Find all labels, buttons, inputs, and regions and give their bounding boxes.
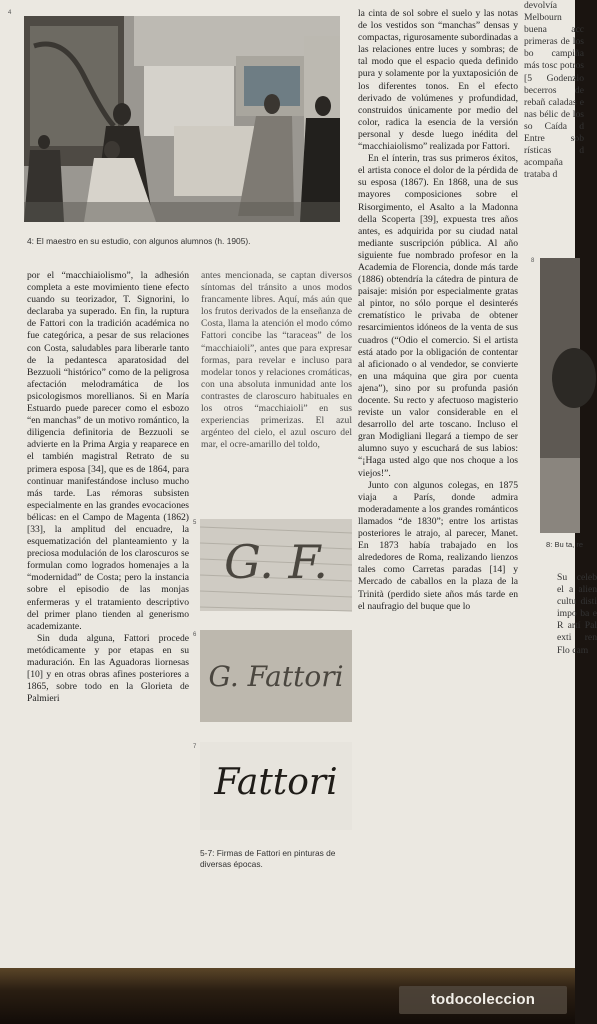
figure-4-caption: 4: El maestro en su estudio, con algunos alumnos (h. 1905).: [27, 236, 251, 246]
studio-photograph: [24, 16, 340, 222]
paragraph: devolvía Melbourn buena acc primeras de los bo campiña más tosc potros [5 Godenzio becerros de rebañ caladas e nas bélic de los so Caída d Entre sob rísticas d acompaña trataba d: [524, 0, 584, 181]
paragraph: la cinta de sol sobre el suelo y las notas de los vestidos son “manchas” densas y compactas, rigurosamente subordinadas a las relaciones entre luces y sombras; de tal modo que el espacio queda definido pura y solamente por la yuxtaposición de los diferentes tonos. En el efecto derivado de volúmenes y profundidad, construidos únicamente por medio del color, radica la esencia de la versión personal y desde luego inédita del “macchiaiolismo” realizada por Fattori.: [358, 8, 518, 153]
watermark-logo: todocoleccion: [399, 986, 567, 1014]
figures-5-7-caption: 5-7: Firmas de Fattori en pinturas de diversas épocas.: [200, 848, 336, 869]
text-column-1: [27, 270, 189, 705]
signature-6-text: G. Fattori: [208, 660, 344, 693]
signature-image-6: [200, 630, 352, 722]
figure-5-number: 5: [193, 520, 197, 526]
paragraph: En el ínterin, tras sus primeros éxitos, el artista conoce el dolor de la pérdida de su esposa (1867). En 1868, una de sus mayores composiciones sobre el Risorgimento, el Asalto a la Madonna della Scoperta [39], expuesta tres años antes, es adquirida por su ciudad natal mediante suscripción pública. Al año siguiente fue nombrado profesor en la Academia de Florencia, donde más tarde (1886) obtendría la cátedra de pintura de paisaje: misión por especialmente gratas al pintor, no sólo porque el desinterés crematístico le privaba de obtener resarcimientos idóneos de la venta de sus cuadros (“Odio el comercio. Si el artista está atado por la obligación de contentar al aficionado o al vendedor, se convierte en una máquina que gira por cuenta ajena”), sino por su profunda pasión docente. Su recto y afectuoso magisterio reviste un valor considerable en el desarrollo del arte toscano. Incluso el gran Modigliani llegará a tiempo de ser alumno suyo y escuchará de sus labios: “¡Haga usted algo que nos choque a los viejos!”.: [358, 153, 518, 479]
text-column-2: [201, 270, 352, 451]
signature-7-text: Fattori: [214, 762, 338, 803]
text-column-4-cropped: [524, 0, 584, 181]
portrait-photograph-cropped: [540, 258, 580, 533]
paragraph: Su celeb el a alien cultu disti impo ba e R artí Pal exti ren Flo cam: [557, 572, 597, 656]
text-column-4b-cropped: [557, 572, 597, 657]
signature-image-7: [200, 742, 352, 830]
paragraph: por el “macchiaiolismo”, la adhesión completa a este movimiento tiene efecto cuando su teorizador, T. Signorini, lo declaraba ya superado. En fin, la ruptura de Fattori con la tradición académica no fue categórica, a pesar de sus relaciones con Costa, saludables para liberarle tanto de la pedantesca aparatosidad del Bezzuoli “histórico” como de la peligrosa afectación melodramática de los psicologismos morellianos. Si en María Estuardo puede parecer como el esbozo “en manchas” de un motivo romántico, la diligencia definitoria de Bezzuoli se advierte en la Prima Argia y reaparece en el también magistral Retrato de su primera esposa [34], que es de 1864, para continuar manifestándose incluso mucho más tarde. Las rémoras subsisten especialmente en las grandes evocaciones bélicas: en el Campo de Magenta (1862) [33], la amplitud del encuadre, la esquematización del planteamiento y la preciosa modulación de los claroscuros se formulan como logrados homenajes a la “modernidad” de Costa; pero la instancia sobre el episodio de las monjas enfermeras y el tratamiento descriptivo del primer plano tienden al generismo academizante.: [27, 270, 189, 632]
signature-image-5: [200, 519, 352, 611]
paragraph: antes mencionada, se captan diversos síntomas del tránsito a unos modos francamente libres. Aquí, más aún que los frutos derivados de la enseñanza de Costa, llama la atención el modo cómo Fattori concibe las “taraceas” de los “macchiaioli”, antes que para expresar formas, para revelar e incluso para modelar tonos y relaciones cromáticas, con una absoluta inmunidad ante los contrastes de claroscuro habituales en los otros “macchiaioli” en sus experiencias primerizas. El azul argénteo del cielo, el azul oscuro del mar, el ocre-amarillo del toldo,: [201, 270, 352, 451]
paragraph: Sin duda alguna, Fattori procede metódicamente y por etapas en su maduración. En las Aguadoras liornesas [10] y en otras obras afines posteriores a 1865, sobre todo en la Glorieta de Palmieri: [27, 632, 189, 705]
figure-8-number: 8: [531, 258, 535, 264]
figure-8-caption-cropped: 8: Bu ta, re: [546, 540, 584, 549]
figure-6-number: 6: [193, 632, 197, 638]
figure-4-number: 4: [8, 10, 12, 16]
text-column-3: [358, 8, 518, 613]
paragraph: Junto con algunos colegas, en 1875 viaja a París, donde admira moderadamente a los grandes románticos llamados “de 1830”; entre los artistas posteriores le atrajo, al parecer, Manet. En 1873 había trabajado en los alrededores de Roma, realizando lienzos tales como Carretas paradas [14] y Mercado de caballos en la plaza de la Trinità (perdido siete años más tarde en el naufragio del buque que lo: [358, 479, 518, 612]
signature-5-text: G. F.: [224, 535, 328, 589]
figure-7-number: 7: [193, 744, 197, 750]
